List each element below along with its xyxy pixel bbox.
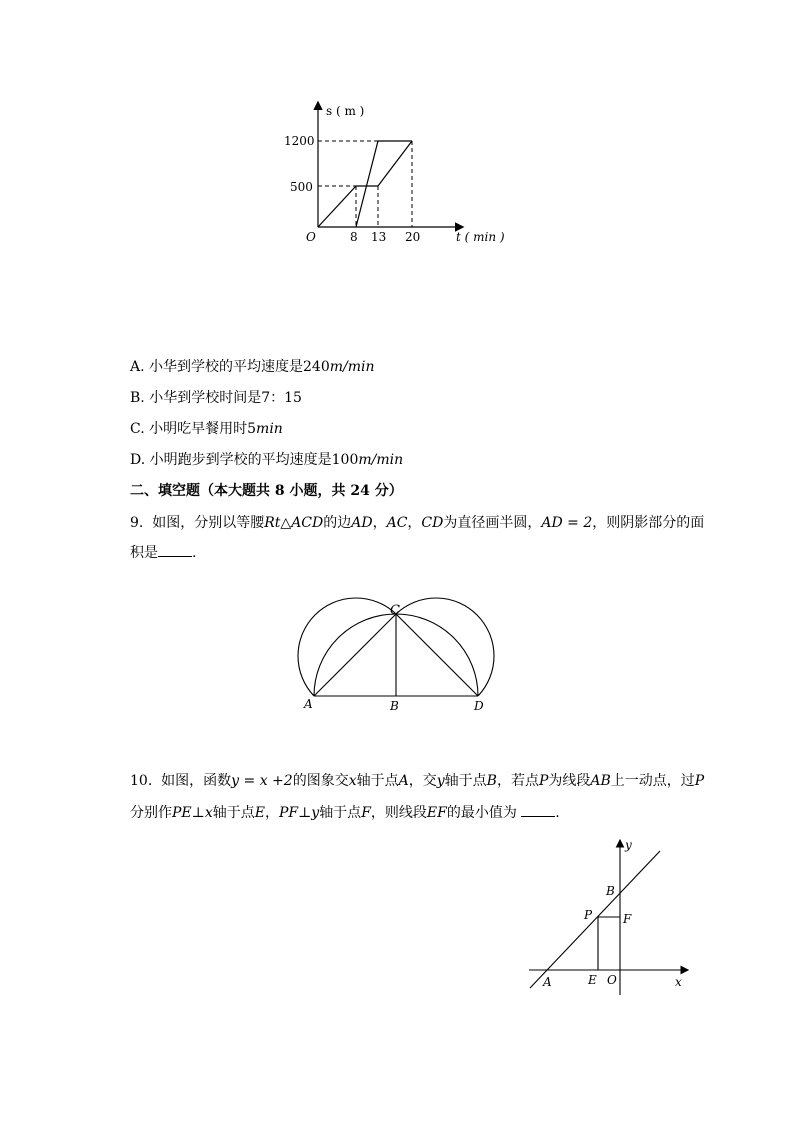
label-e: E [588,973,597,987]
q10-line1 [130,772,704,790]
semicircle-figure [290,594,500,718]
q10-f: F [361,805,371,821]
label-d: D [474,699,484,713]
option-c-text: C. 小明吃早餐用时 [130,421,248,437]
q10-t6: ，若点 [496,773,539,789]
q10-t2: 的图象交 [292,773,349,789]
q10-p: P [538,773,549,789]
option-d-unit: m/min [358,452,404,468]
q9-condition: AD = 2 [541,515,593,531]
q10-number: 10. [130,773,153,789]
q9-text-c: 为直径画半圆， [443,515,542,531]
q9-text-e: 积是 [130,545,158,561]
x-tick-13: 13 [371,230,387,244]
xiaoming-line [356,141,412,227]
label-f: F [623,912,632,926]
q10-x: x [348,773,357,789]
q9-cd: CD [421,515,444,531]
q9-number: 9. [130,515,144,531]
q10-t5: 轴于点 [444,773,487,789]
q9-line2 [130,544,196,562]
label-p: P [584,908,593,922]
q10-perp1: ⊥ [191,805,205,821]
semicircle-cd [396,598,494,696]
q9-comma1: ， [372,515,387,531]
q10-t13: ，则线段 [370,805,427,821]
option-c-unit: min [256,421,283,437]
semicircle-ac [298,598,396,696]
q9-comma2: ， [407,515,422,531]
section-heading: 二、填空题（本大题共 8 小题，共 24 分） [130,483,403,499]
option-b-text: B. 小华到学校时间是 [130,390,262,406]
q10-period: . [555,805,560,821]
q10-pf: PF [278,805,299,821]
q10-t1: 如图，函数 [161,773,232,789]
q10-t7: 为线段 [548,773,591,789]
label-y: y [625,838,632,852]
label-a: A [543,975,552,989]
option-d-value: 100 [331,452,359,468]
segment-ac [314,614,396,696]
option-a-text: A. 小华到学校的平均速度是 [130,359,304,375]
label-x: x [675,975,682,989]
q10-y2: y [311,805,320,821]
option-a-unit: m/min [329,359,375,375]
q10-t8: 上一动点，过 [610,773,695,789]
q10-y: y [436,773,445,789]
label-c: C [390,603,400,618]
option-d-text: D. 小明跑步到学校的平均速度是 [130,452,332,468]
q10-t10: 轴于点 [212,805,255,821]
q10-ef: EF [426,805,447,821]
q9-triangle: Rt△ACD [264,515,324,531]
option-b-value: 7：15 [261,390,302,406]
option-a-value: 240 [303,359,330,375]
label-o: O [607,973,617,987]
q9-ac: AC [386,515,408,531]
q9-text-b: 的边 [323,515,352,531]
q10-ab: AB [590,773,611,789]
q9-line1 [130,514,704,532]
option-a [130,358,375,376]
y-tick-1200: 1200 [284,134,315,148]
y-tick-500: 500 [290,180,313,194]
q10-line2 [130,804,560,822]
option-c [130,420,283,438]
xiaohua-line [318,141,412,227]
option-d [130,451,403,469]
label-a: A [304,697,313,711]
q10-a: A [398,773,409,789]
q9-text-a: 如图，分别以等腰 [152,515,265,531]
q10-p2: P [694,773,705,789]
q10-pe: PE [172,805,192,821]
x-tick-20: 20 [405,230,421,244]
q10-t4: ，交 [408,773,437,789]
x-tick-8: 8 [350,230,358,244]
linear-function-graph [525,835,695,995]
q9-ad: AD [351,515,373,531]
origin-label: O [306,230,316,244]
q10-x2: x [204,805,213,821]
q10-t14: 的最小值为 [446,805,517,821]
distance-time-graph [280,95,520,255]
q10-t12: 轴于点 [319,805,362,821]
q9-period: . [192,545,197,561]
q10-e: E [254,805,265,821]
q10-t3: 轴于点 [356,773,399,789]
q10-t11: ， [264,805,279,821]
x-axis-label: t ( min ) [456,230,505,244]
q10-answer-blank[interactable] [521,804,555,817]
q9-answer-blank[interactable] [158,544,192,557]
q10-perp2: ⊥ [298,805,312,821]
q10-function: y = x +2 [231,773,293,789]
option-c-value: 5 [247,421,257,437]
q10-b: B [486,773,497,789]
label-b: B [606,884,615,898]
q9-text-d: ，则阴影部分的面 [592,515,705,531]
function-line [530,851,660,988]
option-b [130,389,302,407]
y-axis-label: s ( m ) [326,104,365,118]
segment-cd [396,614,478,696]
label-b: B [390,699,399,713]
q10-t9: 分别作 [130,805,172,821]
